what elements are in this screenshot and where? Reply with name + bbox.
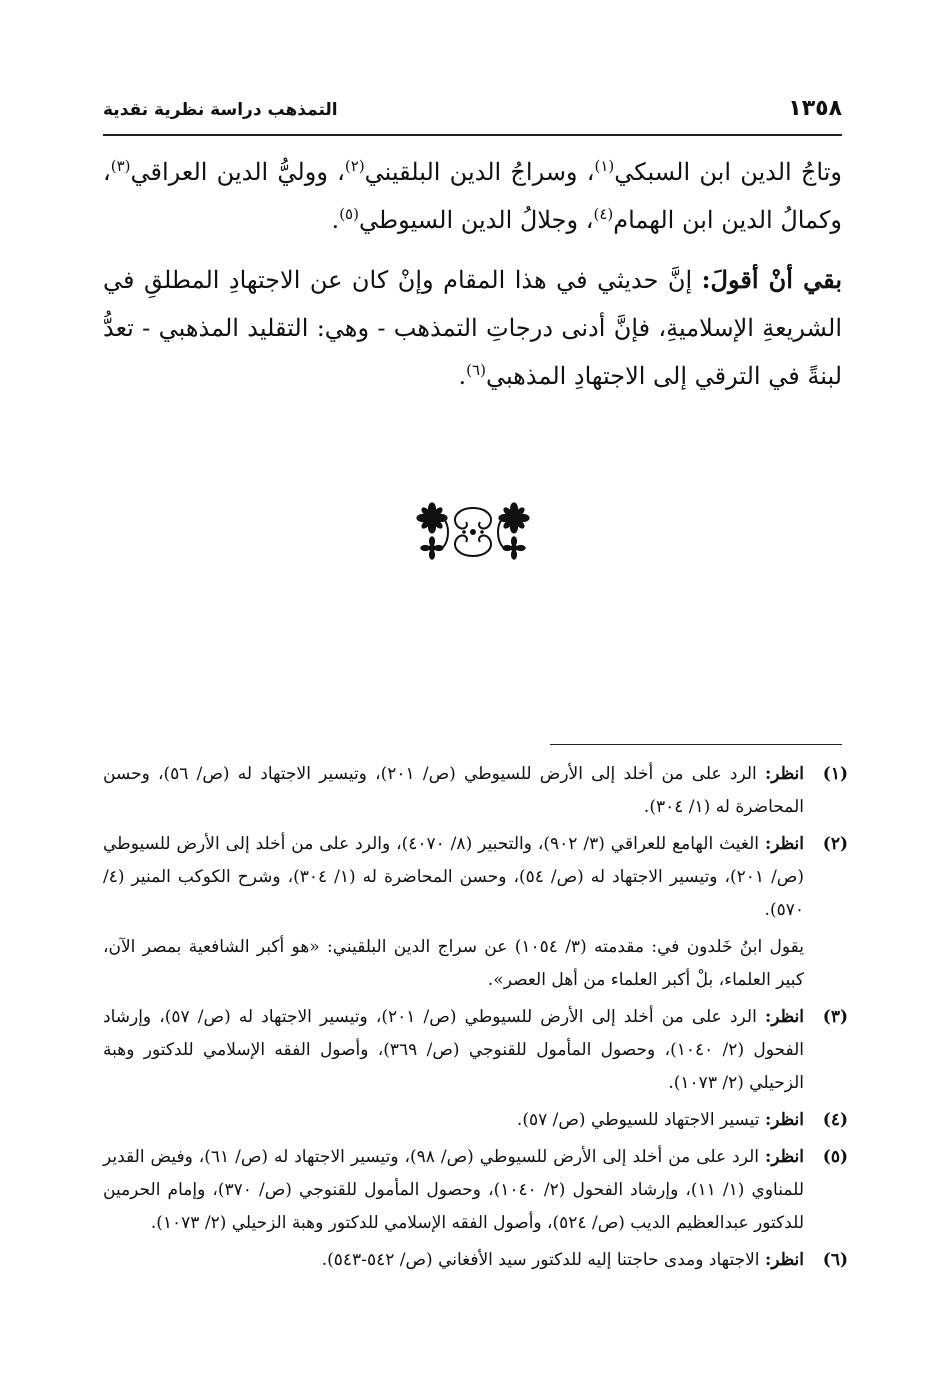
text-span: ، وجلالُ الدين السيوطي <box>358 206 594 234</box>
footnote-mark: (١) <box>822 764 848 784</box>
footnote-ref-6[interactable]: (٦) <box>466 361 486 379</box>
paragraph-1 <box>103 148 842 244</box>
footnote-ref-5[interactable]: (٥) <box>339 205 359 223</box>
text-span: وتاجُ الدين ابن السبكي <box>614 158 843 186</box>
footnote-5 <box>103 1141 848 1240</box>
footnote-mark: (٥) <box>822 1147 848 1167</box>
footnote-lead: انظر: <box>764 1110 804 1130</box>
footnote-text <box>103 828 804 927</box>
footnote-lead: انظر: <box>764 764 805 784</box>
footnote-mark: (٢) <box>822 834 848 854</box>
footnote-3 <box>103 1001 848 1100</box>
footnote-text <box>103 1104 804 1137</box>
footnote-6 <box>103 1244 848 1277</box>
text-span: تيسير الاجتهاد للسيوطي (ص/ ٥٧). <box>516 1110 765 1130</box>
text-span: الرد على من أخلد إلى الأرض للسيوطي (ص/ ٢٠١)، وتيسير الاجتهاد له (ص/ ٥٧)، وإرشاد الفحول (٢/ ١٠٤٠)، وحصول المأمول للقنوجي (ص/ ٣٦٩)، وأصول الفقه الإسلامي للدكتور وهبة الزحيلي (٢/ ١٠٧٣). <box>103 1007 805 1093</box>
footnote-mark: (٣) <box>822 1007 848 1027</box>
text-span: ، وسراجُ الدين البلقيني <box>364 158 595 186</box>
footnote-lead: انظر: <box>764 834 804 854</box>
footnote-2 <box>103 828 848 927</box>
footnote-lead: انظر: <box>764 1250 804 1270</box>
footnote-ref-4[interactable]: (٤) <box>593 205 614 223</box>
text-span: الرد على من أخلد إلى الأرض للسيوطي (ص/ ٢٠١)، وتيسير الاجتهاد له (ص/ ٥٦)، وحسن المحاضرة له (١/ ٣٠٤). <box>103 764 804 817</box>
running-header <box>103 96 842 132</box>
main-text <box>103 148 842 400</box>
footnote-2-continuation: يقول ابنُ خَلدون في: مقدمته (٣/ ١٠٥٤) عن سراج الدين البلقيني: «هو أكبر الشافعية بمصر الآن، كبير العلماء، بلْ أكبر العلماء من أهل العصر». <box>103 937 804 990</box>
footnote-text <box>103 1141 804 1240</box>
header-rule <box>103 134 842 136</box>
footnote-mark: (٦) <box>822 1250 848 1270</box>
footnote-ref-3[interactable]: (٣) <box>110 157 131 175</box>
footnote-ref-2[interactable]: (٢) <box>344 157 365 175</box>
text-span: . <box>331 206 340 234</box>
text-span: الغيث الهامع للعراقي (٣/ ٩٠٢)، والتحبير (٨/ ٤٠٧٠)، والرد على من أخلد إلى الأرض للسيوطي (ص/ ٢٠١)، وتيسير الاجتهاد له (ص/ ٥٤)، وحسن المحاضرة له (١/ ٣٠٤)، وشرح الكوكب المنير (٤/ ٥٧٠). <box>103 834 804 920</box>
footnote-text <box>103 1244 804 1277</box>
footnote-4 <box>103 1104 848 1137</box>
footnote-lead: انظر: <box>764 1147 804 1167</box>
text-span: . <box>458 362 467 390</box>
footnote-mark: (٤) <box>822 1110 848 1130</box>
floral-ornament-icon <box>412 500 534 564</box>
paragraph-2 <box>103 256 842 400</box>
footnote-text <box>103 758 804 824</box>
footnote-text <box>103 1001 804 1100</box>
page-number: ١٣٥٨ <box>788 96 842 121</box>
lead-phrase: بقي أنْ أقولَ: <box>701 265 842 294</box>
running-title: التمذهب دراسة نظرية نقدية <box>103 100 338 120</box>
text-span: ، وكمالُ الدين ابن الهمام <box>103 158 842 234</box>
footnote-lead: انظر: <box>764 1007 804 1027</box>
footnotes <box>103 758 848 1281</box>
footnote-separator <box>550 744 842 745</box>
text-span: الرد على من أخلد إلى الأرض للسيوطي (ص/ ٩٨)، وتيسير الاجتهاد له (ص/ ٦١)، وفيض القدير للمناوي (١/ ١١)، وإرشاد الفحول (٢/ ١٠٤٠)، وحصول المأمول للقنوجي (ص/ ٣٧٠)، وإمام الحرمين للدكتور عبدالعظيم الديب (ص/ ٥٢٤)، وأصول الفقه الإسلامي للدكتور وهبة الزحيلي (٢/ ١٠٧٣). <box>103 1147 804 1233</box>
text-span: ، ووليُّ الدين العراقي <box>130 158 345 186</box>
footnote-ref-1[interactable]: (١) <box>594 157 615 175</box>
text-span: إنَّ حديثي في هذا المقام وإنْ كان عن الاجتهادِ المطلقِ في الشريعةِ الإسلاميةِ، فإنَّ أدنى درجاتِ التمذهب - وهي: التقليد المذهبي - تعدُّ لبنةً في الترقي إلى الاجتهادِ المذهبي <box>103 266 842 390</box>
text-span: الاجتهاد ومدى حاجتنا إليه للدكتور سيد الأفغاني (ص/ ٥٤٢-٥٤٣). <box>321 1250 765 1270</box>
footnote-1 <box>103 758 848 824</box>
